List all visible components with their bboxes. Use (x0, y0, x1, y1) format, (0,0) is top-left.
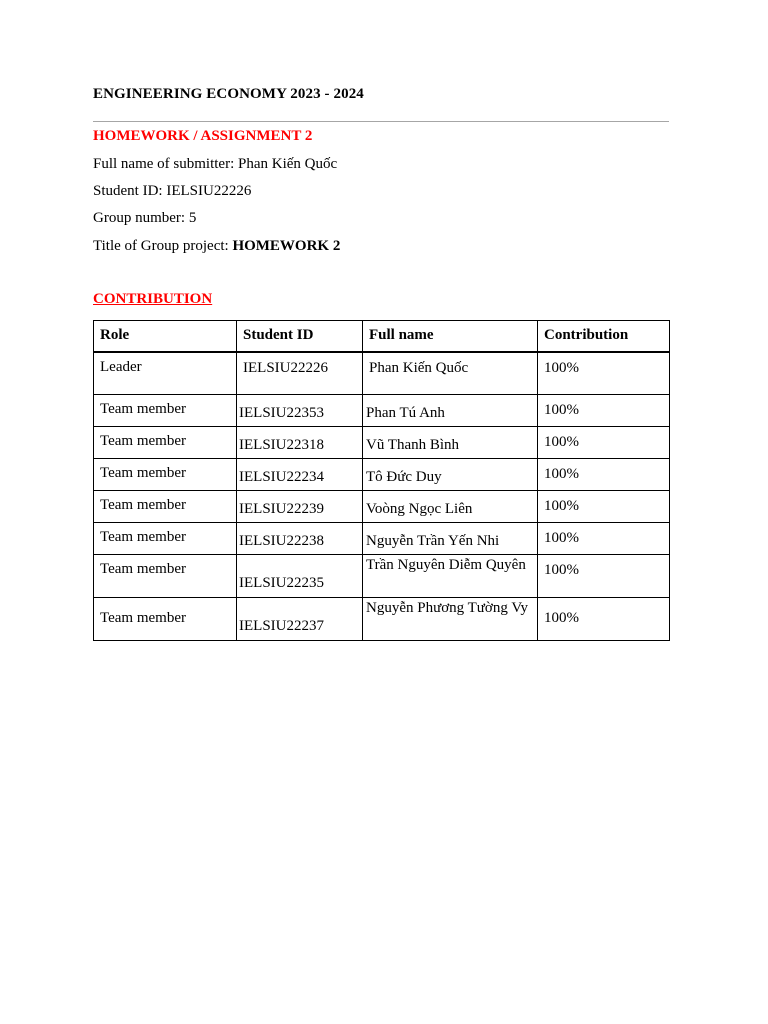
full-name-cell: Phan Kiến Quốc (369, 359, 469, 376)
student-id-cell: IELSIU22239 (239, 500, 324, 517)
table-row (94, 394, 670, 426)
student-id-cell: IELSIU22226 (243, 359, 328, 376)
student-id-line (93, 183, 251, 200)
column-header-contribution: Contribution (538, 321, 670, 352)
contribution-table (93, 320, 670, 641)
full-name-cell: Trần Nguyên Diễm Quyên (366, 556, 526, 573)
table-row (94, 458, 670, 490)
role-cell: Team member (100, 609, 186, 626)
project-title-value: HOMEWORK 2 (232, 238, 341, 254)
submitter-line (93, 156, 337, 173)
column-header-student-id: Student ID (237, 321, 363, 352)
contribution-cell: 100% (544, 433, 579, 450)
student-id-value: IELSIU22226 (166, 183, 252, 199)
group-number-label: Group number: (93, 210, 189, 226)
student-id-cell: IELSIU22235 (239, 574, 324, 591)
contribution-cell: 100% (544, 359, 579, 376)
submitter-label: Full name of submitter: (93, 156, 238, 172)
header-divider (93, 121, 669, 122)
table-row (94, 554, 670, 597)
student-id-cell: IELSIU22238 (239, 532, 324, 549)
project-title-label: Title of Group project: (93, 238, 233, 254)
contribution-cell: 100% (544, 609, 579, 626)
role-cell: Leader (100, 358, 142, 375)
role-cell: Team member (100, 560, 186, 577)
student-id-cell: IELSIU22318 (239, 436, 324, 453)
student-id-cell: IELSIU22353 (239, 404, 324, 421)
column-header-role: Role (94, 321, 237, 352)
full-name-cell: Tô Đức Duy (366, 468, 442, 485)
student-id-cell: IELSIU22234 (239, 468, 324, 485)
group-number-value: 5 (188, 210, 197, 226)
project-title-line (93, 238, 340, 255)
contribution-cell: 100% (544, 465, 579, 482)
full-name-cell: Nguyễn Phương Tường Vy (366, 599, 528, 616)
role-cell: Team member (100, 528, 186, 545)
group-number-line (93, 210, 196, 227)
contribution-cell: 100% (544, 497, 579, 514)
full-name-cell: Voòng Ngọc Liên (366, 500, 473, 517)
full-name-cell: Phan Tú Anh (366, 404, 445, 421)
assignment-title: HOMEWORK / ASSIGNMENT 2 (93, 128, 313, 144)
table-row (94, 490, 670, 522)
role-cell: Team member (100, 432, 186, 449)
full-name-cell: Nguyễn Trần Yến Nhi (366, 532, 500, 549)
table-row (94, 522, 670, 554)
table-header-row (94, 321, 670, 352)
contribution-cell: 100% (544, 529, 579, 546)
student-id-cell: IELSIU22237 (239, 617, 324, 634)
contribution-heading: CONTRIBUTION (93, 291, 213, 307)
course-title: ENGINEERING ECONOMY 2023 - 2024 (93, 86, 364, 102)
submitter-name: Phan Kiến Quốc (237, 156, 338, 172)
table-row (94, 352, 670, 395)
full-name-cell: Vũ Thanh Bình (366, 436, 460, 453)
table-row (94, 426, 670, 458)
column-header-full-name: Full name (363, 321, 538, 352)
student-id-label: Student ID: (93, 183, 167, 199)
contribution-cell: 100% (544, 561, 579, 578)
role-cell: Team member (100, 464, 186, 481)
table-row (94, 597, 670, 640)
role-cell: Team member (100, 496, 186, 513)
contribution-cell: 100% (544, 401, 579, 418)
role-cell: Team member (100, 400, 186, 417)
